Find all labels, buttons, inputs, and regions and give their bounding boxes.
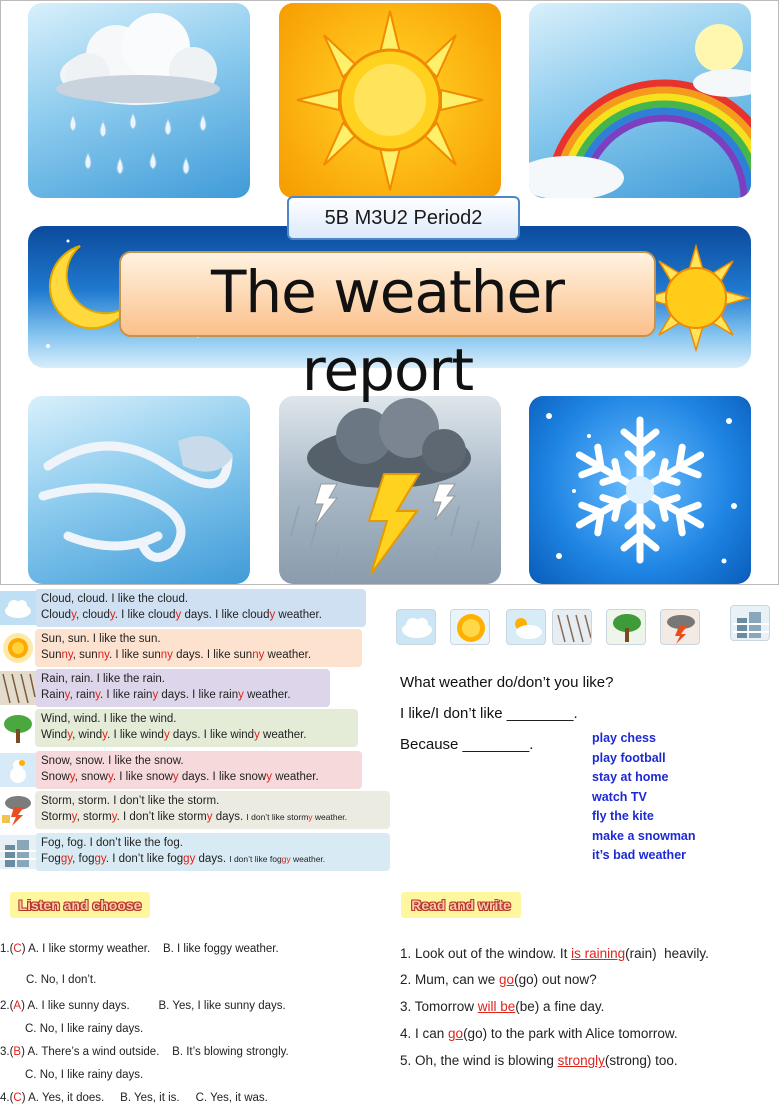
cloud-chip-icon xyxy=(396,609,436,645)
rainbow-icon xyxy=(529,3,751,198)
chant-row xyxy=(0,709,358,747)
like-sentence: I like/I don’t like ________. xyxy=(400,705,578,722)
listen-question-line: 1.(C) A. I like stormy weather. B. I like foggy weather. xyxy=(0,943,279,955)
listen-question-line: 3.(B) A. There’s a wind outside. B. It’s blowing strongly. xyxy=(0,1046,289,1058)
sun-icon xyxy=(279,3,501,198)
chant-line-1: Wind, wind. I like the wind. xyxy=(41,713,177,725)
chant-line-2: Sunny, sunny. I like sunny days. I like sunny weather. xyxy=(41,649,312,661)
storm-icon xyxy=(0,793,36,827)
filled-answer: is raining xyxy=(571,946,626,961)
chant-row xyxy=(0,589,366,627)
small-sun-icon xyxy=(644,246,748,350)
activity-option: play football xyxy=(592,750,666,765)
answer-letter: A xyxy=(13,1000,22,1012)
rain-icon xyxy=(0,671,36,705)
read-write-sentence: 2. Mum, can we go(go) out now? xyxy=(400,972,597,987)
listen-question-line: 4.(C) A. Yes, it does. B. Yes, it is. C. Yes, it was. xyxy=(0,1092,268,1104)
filled-answer: strongly xyxy=(557,1053,605,1068)
listen-and-choose-header: Listen and choose xyxy=(10,892,150,918)
listen-question-line: 2.(A) A. I like sunny days. B. Yes, I like sunny days. xyxy=(0,1000,286,1012)
chant-row xyxy=(0,669,330,707)
rain-cloud-icon xyxy=(28,3,250,198)
filled-answer: will be xyxy=(477,999,516,1014)
chant-line-2: Stormy, stormy. I don’t like stormy days. I don’t like stormy weather. xyxy=(41,811,348,823)
cloudy-chip-icon xyxy=(506,609,546,645)
answer-letter: C xyxy=(13,1092,22,1104)
read-write-sentence: 1. Look out of the window. It is raining(rain) heavily. xyxy=(400,946,709,961)
practice-slide xyxy=(0,585,780,1102)
filled-answer: go xyxy=(499,972,515,987)
wind-icon xyxy=(0,711,36,745)
read-write-sentence: 3. Tomorrow will be(be) a fine day. xyxy=(400,999,605,1014)
discussion-question: What weather do/don’t you like? xyxy=(400,674,614,691)
lesson-code-box: 5B M3U2 Period2 xyxy=(287,196,520,240)
chant-row xyxy=(0,791,390,829)
wind-chip-icon xyxy=(606,609,646,645)
thunderstorm-icon xyxy=(279,396,501,584)
chant-line-2: Foggy, foggy. I don’t like foggy days. I don’t like foggy weather. xyxy=(41,853,326,865)
chant-line-1: Fog, fog. I don’t like the fog. xyxy=(41,837,183,849)
listen-question-line: C. No, I like rainy days. xyxy=(25,1069,144,1081)
cloud-icon xyxy=(0,591,36,625)
listen-question-line: C. No, I don’t. xyxy=(26,974,97,986)
filled-answer: go xyxy=(448,1026,464,1041)
rain-cloud-tile xyxy=(28,3,250,198)
rain-chip-icon xyxy=(552,609,592,645)
slide-title: The weather report xyxy=(119,251,656,337)
listen-question-line: C. No, I like rainy days. xyxy=(25,1023,144,1035)
activity-option: stay at home xyxy=(592,770,669,784)
chant-row xyxy=(0,833,390,871)
activity-option: watch TV xyxy=(592,789,647,804)
activity-option: fly the kite xyxy=(592,809,654,823)
rainbow-tile xyxy=(529,3,751,198)
chant-line-1: Sun, sun. I like the sun. xyxy=(41,633,161,645)
fog-chip-icon xyxy=(730,605,770,641)
fog-icon xyxy=(0,835,36,869)
chant-row xyxy=(0,629,362,667)
snow-icon xyxy=(0,753,36,787)
wind-icon xyxy=(28,396,250,584)
read-write-sentence: 5. Oh, the wind is blowing strongly(strong) too. xyxy=(400,1053,678,1068)
chant-line-1: Snow, snow. I like the snow. xyxy=(41,755,184,767)
storm-chip-icon xyxy=(660,609,700,645)
chant-line-1: Rain, rain. I like the rain. xyxy=(41,673,166,685)
because-sentence: Because ________. xyxy=(400,736,534,753)
chant-line-2: Cloudy, cloudy. I like cloudy days. I like cloudy weather. xyxy=(41,609,322,621)
snow-tile xyxy=(529,396,751,584)
activity-option: make a snowman xyxy=(592,828,696,843)
sun-chip-icon xyxy=(450,609,490,645)
chant-line-2: Rainy, rainy. I like rainy days. I like rainy weather. xyxy=(41,689,291,701)
activity-option: it’s bad weather xyxy=(592,848,687,862)
sun-icon xyxy=(0,631,36,665)
read-and-write-header: Read and write xyxy=(401,892,521,918)
storm-tile xyxy=(279,396,501,584)
activity-option: play chess xyxy=(592,731,656,745)
chant-line-1: Cloud, cloud. I like the cloud. xyxy=(41,593,189,605)
wind-tile xyxy=(28,396,250,584)
chant-line-2: Snowy, snowy. I like snowy days. I like snowy weather. xyxy=(41,771,319,783)
read-write-sentence: 4. I can go(go) to the park with Alice tomorrow. xyxy=(400,1026,678,1041)
chant-row xyxy=(0,751,362,789)
snowflake-icon xyxy=(529,396,751,584)
chant-line-2: Windy, windy. I like windy days. I like windy weather. xyxy=(41,729,307,741)
chant-line-1: Storm, storm. I don’t like the storm. xyxy=(41,795,220,807)
answer-letter: B xyxy=(13,1046,22,1058)
answer-letter: C xyxy=(13,943,22,955)
sun-tile xyxy=(279,3,501,198)
